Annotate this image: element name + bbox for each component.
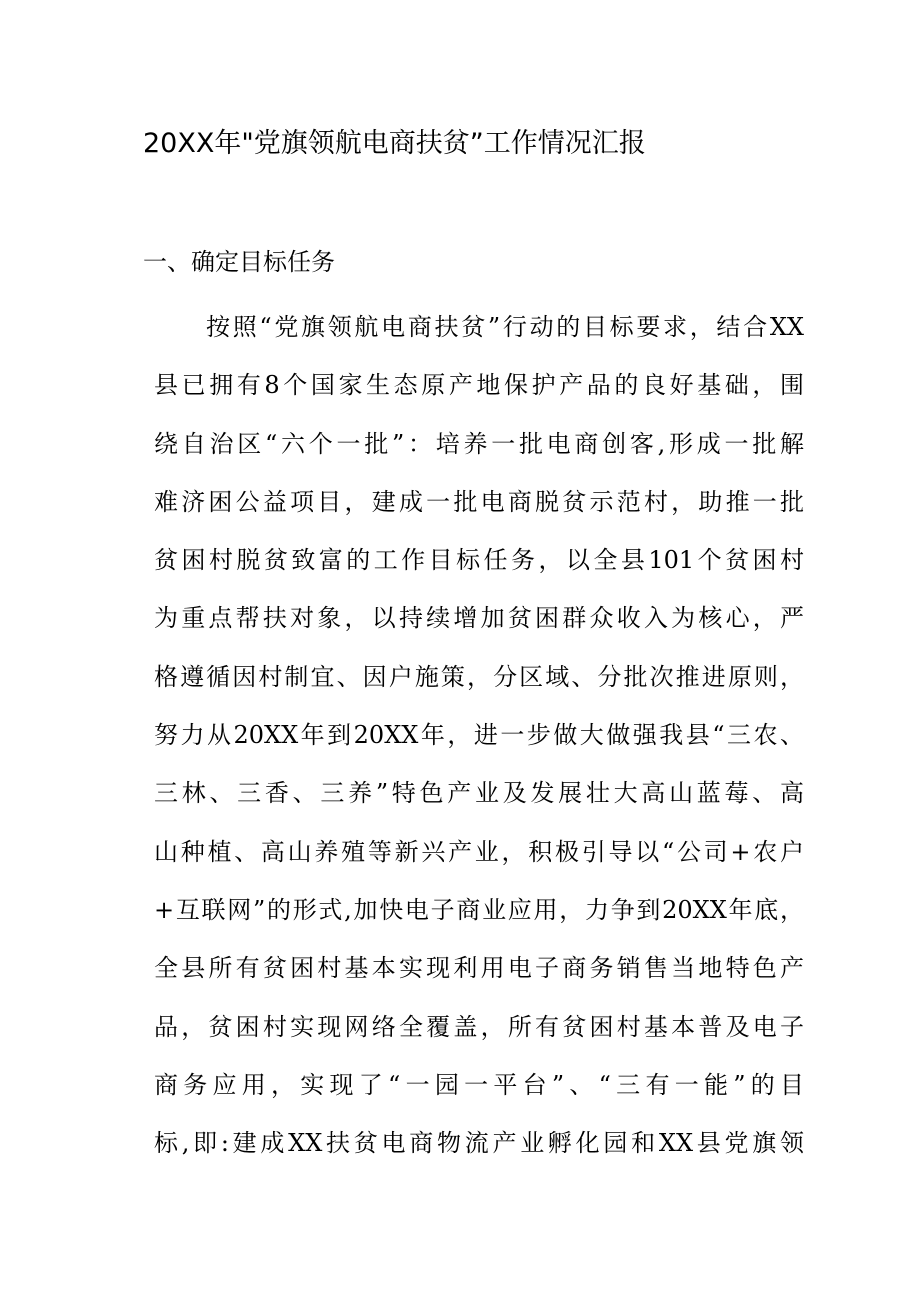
paragraph-line: 格遵循因村制宜、因户施策，分区域、分批次推进原则， — [154, 662, 804, 691]
paragraph-line: 按照“党旗领航电商扶贫”行动的目标要求，结合XX — [206, 313, 804, 341]
body-paragraph — [154, 298, 804, 1172]
document-title: 20XX年"党旗领航电商扶贫”工作情况汇报 — [143, 128, 646, 159]
paragraph-line: 努力从20XX年到20XX年，进一步做大做强我县“三农、 — [154, 721, 804, 750]
paragraph-line: 标,即:建成XX扶贫电商物流产业孵化园和XX县党旗领 — [154, 1129, 804, 1158]
paragraph-line: 贫困村脱贫致富的工作目标任务，以全县101个贫困村 — [154, 546, 804, 575]
section-heading: 一、确定目标任务 — [143, 248, 335, 276]
paragraph-line: 难济困公益项目，建成一批电商脱贫示范村，助推一批 — [154, 487, 804, 516]
paragraph-line: 品，贫困村实现网络全覆盖，所有贫困村基本普及电子 — [154, 1012, 804, 1041]
paragraph-line: 全县所有贫困村基本实现利用电子商务销售当地特色产 — [154, 954, 804, 983]
paragraph-line: 为重点帮扶对象，以持续增加贫困群众收入为核心，严 — [154, 604, 804, 633]
paragraph-line: +互联网”的形式,加快电子商业应用，力争到20XX年底， — [154, 895, 804, 924]
paragraph-line: 绕自治区“六个一批”：培养一批电商创客,形成一批解 — [154, 429, 804, 458]
paragraph-line: 县已拥有8个国家生态原产地保护产品的良好基础，围 — [154, 371, 804, 400]
paragraph-line: 山种植、高山养殖等新兴产业，积极引导以“公司+农户 — [154, 837, 804, 866]
paragraph-line: 商务应用，实现了“一园一平台”、“三有一能”的目 — [154, 1070, 804, 1099]
paragraph-line: 三林、三香、三养”特色产业及发展壮大高山蓝莓、高 — [154, 779, 804, 808]
